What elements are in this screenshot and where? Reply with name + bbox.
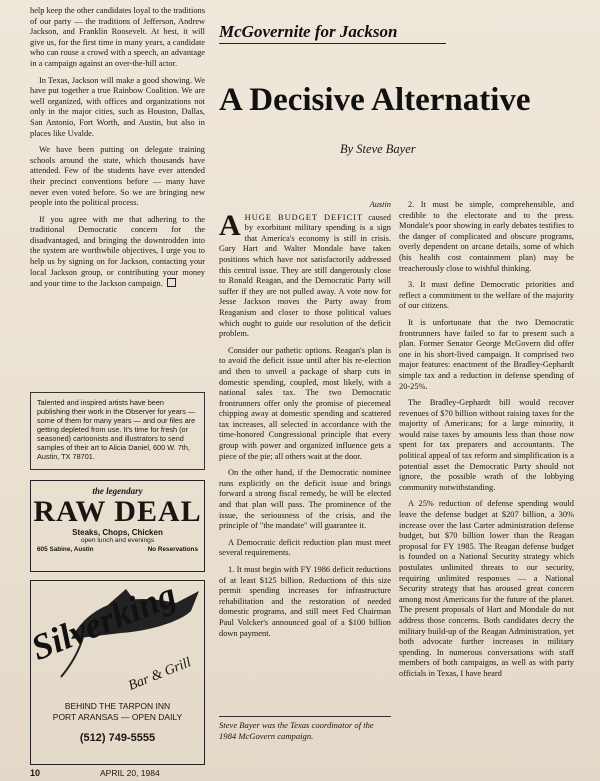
col1-paragraph: In Texas, Jackson will make a good showing. We have put together a true Rainbow Coalition. We are well organized, with offices and organizations not only in the major cities, such as Houston, Dallas, San Antonio, Fort Worth, and Austin, but also in places like Uvalde.: [30, 75, 205, 138]
raw-deal-ad: [30, 480, 205, 572]
ad-reservations: No Reservations: [147, 546, 198, 553]
lead-paragraph: [219, 208, 391, 340]
col3-paragraph: 2. It must be simple, comprehensible, and credible to the electorate and to the press. Mondale's poor showing in early debates testifies to the danger of complicated and obscure programs, overly dependent on arcane details, some of which (his health cost containment plan) may be treacherously close to wishful thinking.: [399, 200, 574, 273]
middle-column: [219, 200, 391, 645]
ad-phone: (512) 749-5555: [79, 732, 156, 744]
ad-restaurant-name: RAW DEAL: [33, 495, 202, 528]
ad-brand-name: Silverking: [25, 574, 182, 669]
page-number: 10: [30, 768, 41, 778]
right-column: [399, 200, 574, 686]
ad-location: BEHIND THE TARPON INN: [64, 701, 171, 711]
dateline: Austin: [369, 200, 391, 209]
col3-paragraph: 3. It must define Democratic priorities and reflect a commitment to the welfare of the majority of our citizens.: [399, 280, 574, 311]
col2-paragraph: 1. It must begin with FY 1986 deficit reductions of at least $125 billion. Reductions of this size permit spending increases for infrastructure rehabilitation and the restoration of needed domestic programs, and still meet Fed Chairman Paul Volcker's announced goal of a $100 billion down payment.: [219, 565, 391, 638]
col2-paragraph: A Democratic deficit reduction plan must meet several requirements.: [219, 537, 391, 558]
silverking-ad: [25, 574, 205, 765]
ad-brand-sub: Bar & Grill: [126, 655, 194, 694]
ad-address: 605 Sabine, Austin: [37, 546, 94, 553]
issue-date: APRIL 20, 1984: [100, 768, 160, 778]
ad-tagline: the legendary: [92, 486, 143, 496]
silverking-logo: [25, 574, 204, 697]
article-kicker: McGovernite for Jackson: [219, 22, 446, 44]
drop-cap: A: [219, 208, 241, 242]
left-column: [30, 6, 205, 296]
ad-location-2: PORT ARANSAS — OPEN DAILY: [52, 712, 183, 722]
end-mark-icon: [167, 278, 176, 287]
lead-caps: HUGE BUDGET DEFICIT: [244, 212, 364, 222]
ad-hours: open lunch and evenings: [80, 537, 155, 544]
col3-paragraph: It is unfortunate that the two Democratic frontrunners have failed so far to present such a plan. Former Senator George McGovern did offer one in his short-lived campaign. It comprised two major features: enactment of the Bradley-Gephardt simple tax and a reduction in defense spending of 20-25%.: [399, 317, 574, 391]
col2-paragraph: On the other hand, if the Democratic nominee runs explicitly on the deficit issue and brings forward a strong fiscal remedy, he will be elected and that plan will pass. The prominence of the issue, the seriousness of the crisis, and the principle of "the mandate" will guarantee it.: [219, 468, 391, 531]
col1-paragraph: [30, 215, 205, 290]
ad-menu: Steaks, Chops, Chicken: [72, 528, 163, 537]
lead-text: caused by exorbitant military spending is a sign that America's economy is still in crisis. Gary Hart and Walter Mondale have taken positions which have not satisfactorily addressed this central issue. They are still dangerously close to Ronald Reagan, and the Democratic Party will suffer if they are not pulled away. A vote now for Jesse Jackson moves the Party away from Reaganism and closer to those political values which ought to guide our resolution of the deficit problem.: [219, 212, 391, 339]
article-headline: A Decisive Alternative: [219, 82, 531, 118]
artists-notice: Talented and inspired artists have been publishing their work in the Observer for years — some of them for many years — and our files are getting depleted from use. It's time for fresh (or seasoned) cartoonists and illustrators to send samples of their art to Alicia Daniel, 600 W. 7th, Austin, TX 78701.: [30, 392, 205, 470]
col1-last-text: If you agree with me that adhering to the traditional Democratic concern for the disadvantaged, and bringing the downtrodden into the system are worthwhile objectives, I urge you to help us by signing on for Jackson, contacting your local Jackson group, or contributing your money and your time to the Jackson campaign.: [30, 214, 205, 289]
col3-paragraph: The Bradley-Gephardt bill would recover revenues of $70 billion without raising taxes for the majority of Americans; for a large minority, it would raise taxes by amounts less than those now spent for tax preparers and accountants. The political appeal of tax reform and simplification is a potential asset the Democratic Party should not ignore, the possible wrath of the lobbying community notwithstanding.: [399, 398, 574, 492]
col2-paragraph: Consider our pathetic options. Reagan's plan is to avoid the deficit issue until after his re-election and then to unveil a package of sharp cuts in domestic spending, coupled, most likely, with a national sales tax. The two Democratic frontrunners offer only the promise of piecemeal chipping away at domestic spending and scattered tax increases, all selected in accordance with the time-honored Congressional principle that every group with power and organized influence gets a piece of the pie; all others wait at the door.: [219, 345, 391, 461]
col3-paragraph: A 25% reduction of defense spending would leave the defense budget at $207 billion, a 30% increase over the last Carter administration defense budget, but $70 billion lower than the Reagan proposal for FY 1985. The Reagan defense budget is founded on a National Security strategy which postulates unlimited threats to our security, requiring unlimited responses — a National Security strategy that has aroused great concern among most Americans for the future of the planet. The present proposals of Hart and Mondale do not address those concerns. Both candidates decry the military build-up of the Reagan Administration, yet both advocate further increases in military spending. In numerous conversations with staff members of both campaigns, as well as with party officials in Texas, I have heard: [399, 499, 574, 678]
author-bio: Steve Bayer was the Texas coordinator of the 1984 McGovern campaign.: [219, 716, 391, 741]
ad-footer-row: [31, 544, 204, 553]
col1-paragraph: help keep the other candidates loyal to the traditions of our party — the traditions of Jefferson, Andrew Jackson, and Franklin Roosevelt. At best, it will give us, for the first time in many years, a candidate who can rouse a crowd with a speech, an advantage in a campaign against an over-the-hill actor.: [30, 6, 205, 68]
article-byline: By Steve Bayer: [340, 142, 416, 156]
col1-paragraph: We have been putting on delegate training schools around the state, which thousands have attended. Few of the students have ever attended their precinct conventions before — many have never even voted before. So we are bringing new people into the political process.: [30, 145, 205, 208]
